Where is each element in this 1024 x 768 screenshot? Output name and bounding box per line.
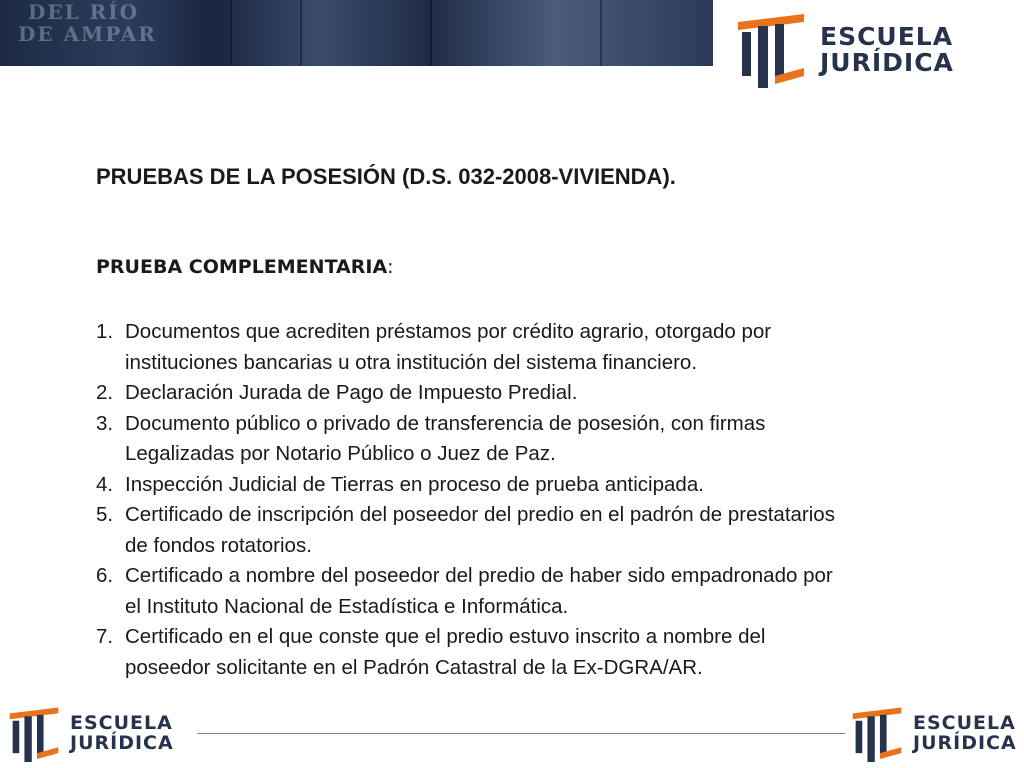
list-item-number: 4. — [96, 472, 114, 496]
logo-mark-icon — [849, 706, 905, 762]
footer-logo-right — [849, 706, 1017, 762]
list-item-text: poseedor solicitante en el Padrón Catastral de la Ex-DGRA/AR. — [125, 655, 703, 679]
escuela-juridica-logo — [734, 12, 954, 88]
footer-logo-left — [6, 706, 174, 762]
logo-text-line1: ESCUELA — [913, 712, 1016, 735]
slide-title: PRUEBAS DE LA POSESIÓN (D.S. 032-2008-VIVIENDA). — [96, 164, 676, 189]
list-item-text: de fondos rotatorios. — [125, 533, 312, 557]
list-item — [96, 500, 1016, 561]
footer-divider — [197, 733, 845, 734]
list-item-text: Documentos que acrediten préstamos por crédito agrario, otorgado por — [125, 320, 772, 343]
list-item — [96, 317, 1016, 378]
book-spine — [230, 0, 232, 66]
logo-text-line1: ESCUELA — [70, 712, 173, 735]
header-banner-image — [0, 0, 713, 66]
list-item-number: 6. — [96, 564, 114, 587]
evidence-list — [96, 317, 1016, 683]
logo-text-line1: ESCUELA — [820, 21, 954, 51]
logo-mark-icon — [6, 706, 62, 762]
book-spine — [430, 0, 432, 66]
list-item — [96, 622, 1016, 683]
list-item-text: Certificado en el que conste que el predio estuvo inscrito a nombre del — [125, 625, 766, 648]
banner-embossed-text: DE AMPAR — [18, 22, 157, 46]
list-item-text: Declaración Jurada de Pago de Impuesto Predial. — [125, 381, 578, 404]
list-item-number: 1. — [96, 320, 114, 343]
list-item — [96, 409, 1016, 470]
list-item-text: Legalizadas por Notario Público o Juez de Paz. — [125, 442, 556, 465]
list-item-number: 7. — [96, 625, 114, 648]
list-item-number: 2. — [96, 381, 114, 404]
list-item-text: Inspección Judicial de Tierras en proceso de prueba anticipada. — [125, 472, 704, 496]
list-item — [96, 378, 1016, 409]
list-item-text: instituciones bancarias u otra institución del sistema financiero. — [125, 350, 698, 374]
logo-text-line2: JURÍDICA — [913, 732, 1017, 754]
logo-text-line2: JURÍDICA — [70, 732, 174, 754]
list-item-text: Certificado a nombre del poseedor del predio de haber sido empadronado por — [125, 564, 833, 587]
banner-embossed-text: DEL RÍO — [28, 0, 140, 24]
subtitle-label: PRUEBA COMPLEMENTARIA — [96, 256, 388, 278]
book-spine — [300, 0, 302, 66]
list-item-number: 3. — [96, 411, 114, 435]
list-item-text: el Instituto Nacional de Estadística e Informática. — [125, 594, 569, 618]
logo-mark-icon — [734, 12, 808, 88]
list-item — [96, 470, 1016, 501]
list-item-number: 5. — [96, 503, 114, 526]
list-item-text: Certificado de inscripción del poseedor del predio en el padrón de prestatarios — [125, 503, 835, 526]
logo-text-line2: JURÍDICA — [820, 48, 954, 77]
list-item — [96, 561, 1016, 622]
slide-subtitle — [96, 256, 394, 278]
book-spine — [600, 0, 602, 66]
subtitle-colon: : — [387, 256, 394, 278]
list-item-text: Documento público o privado de transferencia de posesión, con firmas — [125, 411, 766, 435]
